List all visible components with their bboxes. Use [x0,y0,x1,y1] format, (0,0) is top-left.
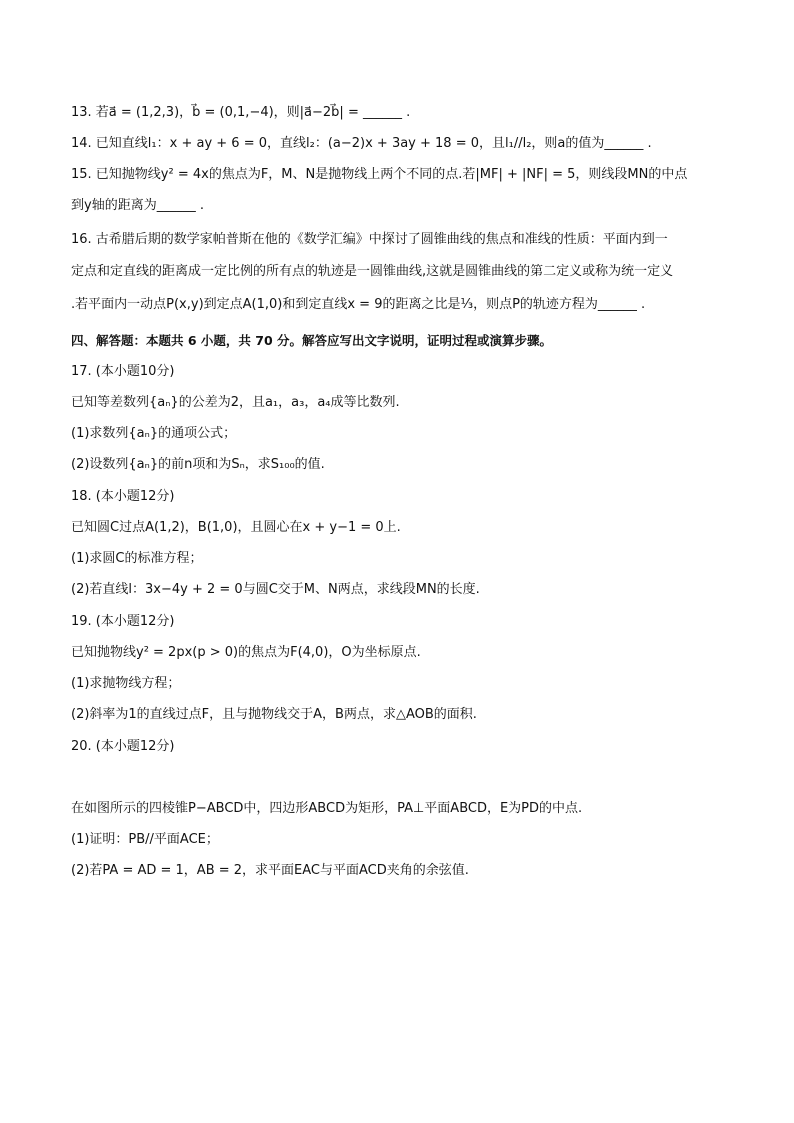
problem-19-part-2: (2)斜率为1的直线过点F，且与抛物线交于A，B两点，求△AOB的面积. [71,707,477,722]
question-15-line-2: 到y轴的距离为______ . [71,198,204,213]
problem-17-stem: 已知等差数列{aₙ}的公差为2，且a₁，a₃，a₄成等比数列. [71,395,400,410]
question-16-line-2: 定点和定直线的距离成一定比例的所有点的轨迹是一圆锥曲线,这就是圆锥曲线的第二定义或称为统一定义 [71,264,674,279]
problem-17-part-2: (2)设数列{aₙ}的前n项和为Sₙ，求S₁₀₀的值. [71,457,325,472]
problem-20-part-1: (1)证明：PB//平面ACE； [71,832,219,847]
section-4-heading: 四、解答题：本题共 6 小题，共 70 分。解答应写出文字说明，证明过程或演算步骤。 [71,333,553,348]
problem-18-part-2: (2)若直线l：3x−4y + 2 = 0与圆C交于M、N两点，求线段MN的长度. [71,582,480,597]
problem-19-part-1: (1)求抛物线方程； [71,676,181,691]
problem-20-part-2: (2)若PA = AD = 1，AB = 2，求平面EAC与平面ACD夹角的余弦值. [71,863,469,878]
question-16-line-3: .若平面内一动点P(x,y)到定点A(1,0)和到定直线x = 9的距离之比是⅓，则点P的轨迹方程为______ . [71,297,646,312]
problem-19-stem: 已知抛物线y² = 2px(p > 0)的焦点为F(4,0)，O为坐标原点. [71,645,421,660]
problem-17-title: 17. (本小题10分) [71,364,175,379]
problem-17-part-1: (1)求数列{aₙ}的通项公式； [71,426,237,441]
problem-18-title: 18. (本小题12分) [71,489,175,504]
problem-20-stem: 在如图所示的四棱锥P−ABCD中，四边形ABCD为矩形，PA⊥平面ABCD，E为PD的中点. [71,801,583,816]
question-13: 13. 若a⃗ = (1,2,3)，b⃗ = (0,1,−4)，则|a⃗−2b⃗| = ______ . [71,105,411,120]
problem-18-stem: 已知圆C过点A(1,2)，B(1,0)，且圆心在x + y−1 = 0上. [71,520,401,535]
question-14: 14. 已知直线l₁：x + ay + 6 = 0，直线l₂：(a−2)x + 3ay + 18 = 0，且l₁//l₂，则a的值为______ . [71,136,652,151]
problem-19-title: 19. (本小题12分) [71,614,175,629]
problem-18-part-1: (1)求圆C的标准方程； [71,551,203,566]
question-15-line-1: 15. 已知抛物线y² = 4x的焦点为F，M、N是抛物线上两个不同的点.若|MF| + |NF| = 5，则线段MN的中点 [71,167,688,182]
question-16-line-1: 16. 古希腊后期的数学家帕普斯在他的《数学汇编》中探讨了圆锥曲线的焦点和准线的性质：平面内到一 [71,232,668,247]
problem-20-title: 20. (本小题12分) [71,739,175,754]
